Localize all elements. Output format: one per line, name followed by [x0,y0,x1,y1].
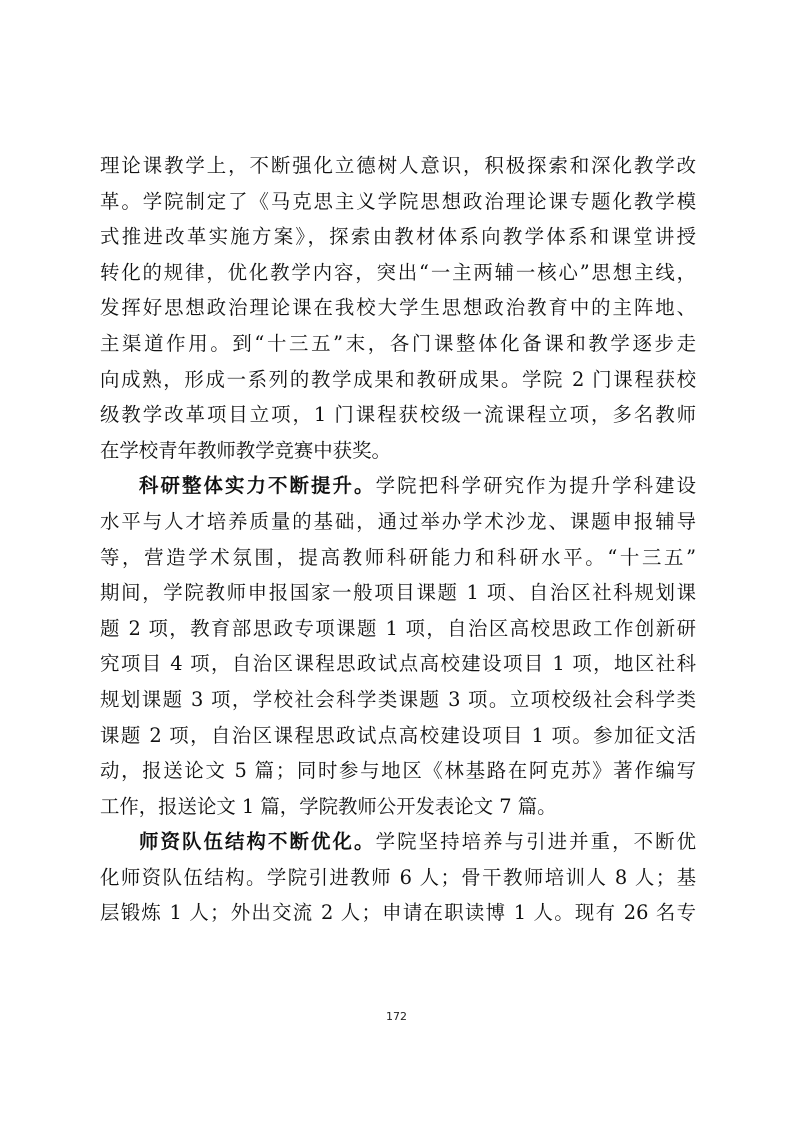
text-line: 课题 2 项，自治区课程思政试点高校建设项目 1 项。参加征文活 [100,723,696,747]
text-line: 规划课题 3 项，学校社会科学类课题 3 项。立项校级社会科学类 [100,687,696,711]
text-line: 发挥好思想政治理论课在我校大学生思想政治教育中的主阵地、 [100,296,696,320]
text-line: 层锻炼 1 人；外出交流 2 人；申请在职读博 1 人。现有 26 名专 [100,901,696,925]
text-line: 式推进改革实施方案》，探索由教材体系向教学体系和课堂讲授 [100,225,696,249]
text-span: 学院把科学研究作为提升学科建设 [375,474,697,498]
document-body [100,148,696,931]
text-line: 题 2 项，教育部思政专项课题 1 项，自治区高校思政工作创新研 [100,616,696,640]
text-span: 学院坚持培养与引进并重，不断优 [375,830,697,854]
text-line: 革。学院制定了《马克思主义学院思想政治理论课专题化教学模 [100,189,696,213]
text-line: 主渠道作用。到“十三五”末，各门课整体化备课和教学逐步走 [100,331,696,355]
paragraph-first-line [100,824,696,860]
text-line: 工作，报送论文 1 篇，学院教师公开发表论文 7 篇。 [100,794,557,818]
paragraph-first-line [100,468,696,504]
text-line: 在学校青年教师教学竞赛中获奖。 [100,438,391,462]
text-line: 转化的规律，优化教学内容，突出“一主两辅一核心”思想主线， [100,260,696,284]
paragraph-heading: 科研整体实力不断提升。 [139,474,376,498]
paragraph-faculty-structure [100,824,696,931]
text-line: 动，报送论文 5 篇；同时参与地区《林基路在阿克苏》著作编写 [100,759,696,783]
paragraph-teaching-reform [100,148,696,468]
text-line: 究项目 4 项，自治区课程思政试点高校建设项目 1 项，地区社科 [100,652,696,676]
text-line: 期间，学院教师申报国家一般项目课题 1 项、自治区社科规划课 [100,581,696,605]
text-line: 水平与人才培养质量的基础，通过举办学术沙龙、课题申报辅导 [100,509,696,533]
text-line: 等，营造学术氛围，提高教师科研能力和科研水平。“十三五” [100,545,696,569]
paragraph-research-strength [100,468,696,824]
text-line: 级教学改革项目立项，1 门课程获校级一流课程立项，多名教师 [100,403,696,427]
text-line: 化师资队伍结构。学院引进教师 6 人；骨干教师培训人 8 人；基 [100,865,696,889]
text-line: 向成熟，形成一系列的教学成果和教研成果。学院 2 门课程获校 [100,367,696,391]
paragraph-heading: 师资队伍结构不断优化。 [139,830,376,854]
text-line: 理论课教学上，不断强化立德树人意识，积极探索和深化教学改 [100,154,696,177]
page-number: 172 [386,1010,407,1023]
